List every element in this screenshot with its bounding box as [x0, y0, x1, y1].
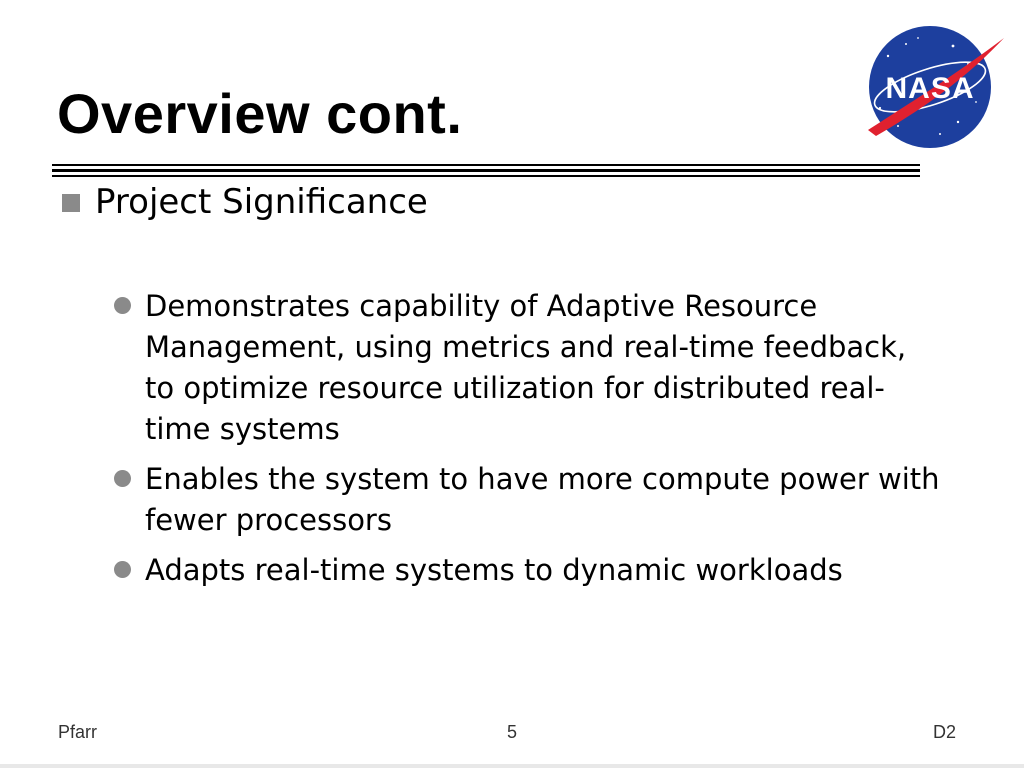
square-bullet-icon [62, 194, 80, 212]
title-divider [52, 164, 920, 177]
round-bullet-icon [114, 561, 131, 578]
section-heading-text: Project Significance [95, 182, 428, 222]
list-item [114, 286, 944, 450]
round-bullet-icon [114, 297, 131, 314]
bullet-text: Enables the system to have more compute power with fewer processors [145, 462, 940, 537]
list-item [114, 550, 944, 591]
bottom-border [0, 764, 1024, 768]
footer-page-number: 5 [506, 722, 517, 742]
bullet-text: Demonstrates capability of Adaptive Resource Management, using metrics and real-time feedback, to optimize resource utilization for distributed real-time systems [145, 289, 907, 446]
footer-author: Pfarr [58, 722, 98, 742]
slide-title: Overview cont. [57, 82, 463, 145]
list-item [114, 459, 944, 541]
bullet-list [114, 286, 944, 600]
footer-code: D2 [932, 722, 956, 742]
nasa-logo-text: NASA [885, 72, 975, 105]
round-bullet-icon [114, 470, 131, 487]
bullet-text: Adapts real-time systems to dynamic workloads [145, 553, 843, 587]
nasa-logo-icon [858, 26, 1006, 148]
section-heading [62, 180, 428, 224]
